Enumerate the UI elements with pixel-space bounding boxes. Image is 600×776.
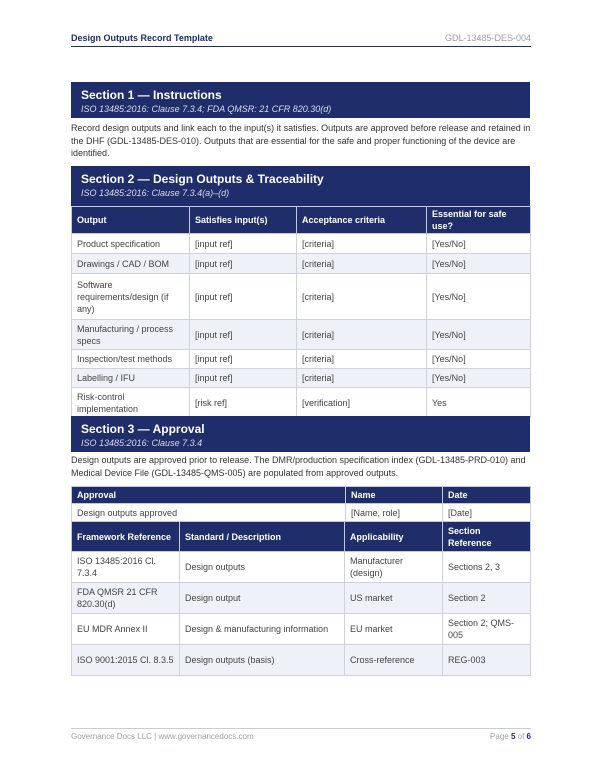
table-cell: Product specification — [72, 234, 190, 254]
table-cell: [criteria] — [297, 350, 427, 369]
table-cell: Cross-reference — [345, 645, 443, 676]
table-cell: [Name, role] — [346, 504, 443, 522]
table-cell: US market — [345, 583, 443, 614]
table-cell: ISO 13485:2016 Cl. 7.3.4 — [72, 552, 180, 583]
page-header — [71, 33, 531, 47]
table-row — [72, 234, 531, 254]
table-cell: [input ref] — [190, 274, 297, 320]
table-row — [72, 583, 531, 614]
section-3-body: Design outputs are approved prior to release. The DMR/production specification index (GDL-13485-PRD-010) and Medical Device File (GDL-13485-QMS-005) are populated from approved outputs. — [71, 455, 526, 478]
section-1-subtitle: ISO 13485:2016: Clause 7.3.4; FDA QMSR: 21 CFR 820.30(d) — [81, 104, 332, 114]
page-footer — [71, 732, 531, 741]
table-cell: Design output — [180, 583, 345, 614]
table-cell: [criteria] — [297, 320, 427, 350]
column-header-framework-reference: Framework Reference — [72, 522, 180, 552]
column-header-acceptance-criteria: Acceptance criteria — [297, 207, 427, 234]
table-row — [72, 320, 531, 350]
page-total: 6 — [526, 732, 531, 741]
table-cell: EU market — [345, 614, 443, 645]
table-cell: Design outputs approved — [72, 504, 346, 522]
table-cell: EU MDR Annex II — [72, 614, 180, 645]
table-cell: [Yes/No] — [427, 320, 531, 350]
table-cell: [input ref] — [190, 369, 297, 388]
section-2-title: Section 2 — Design Outputs & Traceability — [81, 172, 324, 186]
table-cell: [input ref] — [190, 234, 297, 254]
table-cell: Design outputs — [180, 552, 345, 583]
table-row — [72, 388, 531, 418]
page-label: Page — [490, 732, 509, 741]
table-cell: [criteria] — [297, 369, 427, 388]
table-cell: [input ref] — [190, 320, 297, 350]
section-2-subtitle: ISO 13485:2016: Clause 7.3.4(a)–(d) — [81, 188, 230, 198]
table-row — [72, 274, 531, 320]
page-separator: of — [517, 732, 525, 741]
page-number — [490, 732, 531, 741]
table-row — [72, 645, 531, 676]
section-3-title: Section 3 — Approval — [81, 422, 205, 436]
column-header-date: Date — [443, 487, 531, 504]
table-cell: Design & manufacturing information — [180, 614, 345, 645]
table-row — [72, 369, 531, 388]
table-cell: [Yes/No] — [427, 234, 531, 254]
design-outputs-table — [71, 206, 531, 418]
column-header-name: Name — [346, 487, 443, 504]
document-code: GDL-13485-DES-004 — [444, 33, 531, 43]
table-cell: [criteria] — [297, 254, 427, 274]
table-cell: Manufacturer (design) — [345, 552, 443, 583]
table-cell: FDA QMSR 21 CFR 820.30(d) — [72, 583, 180, 614]
table-cell: Sections 2, 3 — [443, 552, 531, 583]
column-header-standard-description: Standard / Description — [180, 522, 345, 552]
table-header-row — [72, 207, 531, 234]
column-header-satisfies-inputs: Satisfies input(s) — [190, 207, 297, 234]
document-title: Design Outputs Record Template — [71, 33, 213, 43]
section-2-banner — [71, 166, 530, 206]
table-row — [72, 552, 531, 583]
approval-table — [71, 486, 531, 522]
table-cell: [Yes/No] — [427, 369, 531, 388]
table-header-row — [72, 487, 531, 504]
section-1-title: Section 1 — Instructions — [81, 88, 222, 102]
section-3-banner — [71, 416, 530, 452]
table-row — [72, 350, 531, 369]
section-3-subtitle: ISO 13485:2016: Clause 7.3.4 — [81, 438, 203, 448]
table-cell: [input ref] — [190, 350, 297, 369]
table-cell: [verification] — [297, 388, 427, 418]
framework-reference-table — [71, 521, 531, 676]
page-current: 5 — [510, 732, 516, 741]
footer-company: Governance Docs LLC | www.governancedocs.com — [71, 732, 254, 741]
table-cell: REG-003 — [443, 645, 531, 676]
table-cell: [input ref] — [190, 254, 297, 274]
table-cell: Inspection/test methods — [72, 350, 190, 369]
table-row — [72, 504, 531, 522]
column-header-section-reference: Section Reference — [443, 522, 531, 552]
section-1-body: Record design outputs and link each to the input(s) it satisfies. Outputs are approved before release and retained in the DHF (GDL-13485-DES-010). Outputs that are essential for the safe and proper functioning of the device are identified. — [71, 123, 531, 158]
table-cell: [Yes/No] — [427, 274, 531, 320]
footer-divider — [71, 728, 531, 729]
table-row — [72, 614, 531, 645]
column-header-applicability: Applicability — [345, 522, 443, 552]
column-header-essential-for-safe-use: Essential for safe use? — [427, 207, 531, 234]
table-row — [72, 254, 531, 274]
header-divider — [71, 46, 531, 47]
table-header-row — [72, 522, 531, 552]
table-cell: Yes — [427, 388, 531, 418]
table-cell: [criteria] — [297, 274, 427, 320]
table-cell: Section 2 — [443, 583, 531, 614]
table-cell: Software requirements/design (if any) — [72, 274, 190, 320]
table-cell: Design outputs (basis) — [180, 645, 345, 676]
column-header-output: Output — [72, 207, 190, 234]
table-cell: [Yes/No] — [427, 350, 531, 369]
table-cell: [Date] — [443, 504, 531, 522]
column-header-approval: Approval — [72, 487, 346, 504]
table-cell: Manufacturing / process specs — [72, 320, 190, 350]
section-1-banner — [71, 82, 530, 118]
table-cell: [criteria] — [297, 234, 427, 254]
table-cell: Section 2; QMS-005 — [443, 614, 531, 645]
table-cell: [risk ref] — [190, 388, 297, 418]
table-cell: Risk-control implementation — [72, 388, 190, 418]
table-cell: Drawings / CAD / BOM — [72, 254, 190, 274]
table-cell: [Yes/No] — [427, 254, 531, 274]
table-cell: ISO 9001:2015 Cl. 8.3.5 — [72, 645, 180, 676]
table-cell: Labelling / IFU — [72, 369, 190, 388]
